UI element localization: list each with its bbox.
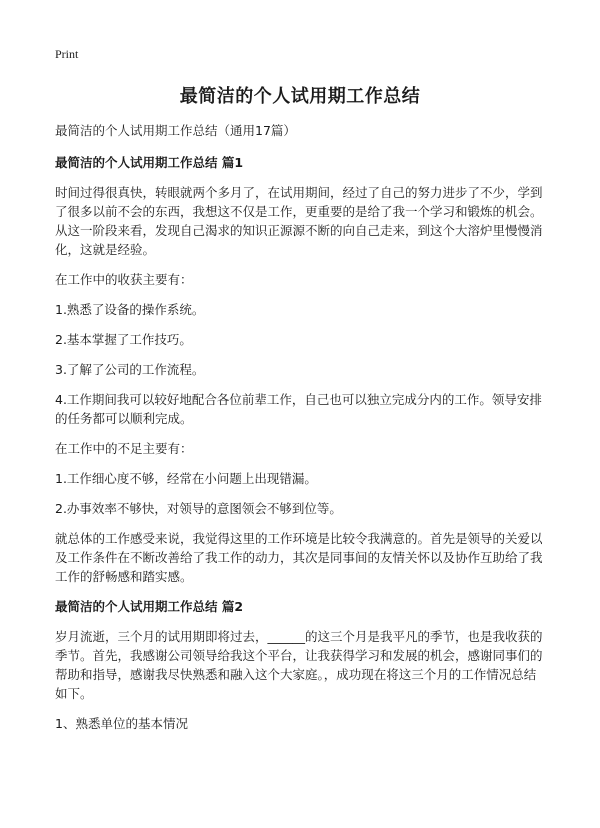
paragraph: 时间过得很真快，转眼就两个多月了，在试用期间，经过了自己的努力进步了不少，学到了很多以前不会的东西，我想这不仅是工作，更重要的是给了我一个学习和锻炼的机会。从这一阶段来看，发现自己渴求的知识正源源不断的向自己走来，到这个大溶炉里慢慢消化，这就是经验。 (55, 185, 543, 257)
list-item: 4.工作期间我可以较好地配合各位前辈工作，自己也可以独立完成分内的工作。领导安排的任务都可以顺利完成。 (55, 392, 542, 426)
paragraph: 岁月流逝，三个月的试用期即将过去，______的这三个月是我平凡的季节，也是我收获的季节。首先，我感谢公司领导给我这个平台，让我获得学习和发展的机会，感谢同事们的帮助和指导，感谢我尽快熟悉和融入这个大家庭。，成功现在将这三个月的工作情况总结如下。 (55, 629, 543, 701)
paragraph: 就总体的工作感受来说，我觉得这里的工作环境是比较令我满意的。首先是领导的关爱以及工作条件在不断改善给了我工作的动力，其次是同事间的友情关怀以及协作互助给了我工作的舒畅感和踏实感。 (55, 531, 543, 584)
list-item: 1.工作细心度不够，经常在小问题上出现错漏。 (55, 471, 317, 486)
paragraph: 在工作中的不足主要有： (55, 441, 193, 456)
list-item: 1.熟悉了设备的操作系统。 (55, 302, 205, 317)
list-item: 2.办事效率不够快，对领导的意图领会不够到位等。 (55, 501, 342, 516)
document-body (55, 121, 547, 744)
section-2-heading: 最简洁的个人试用期工作总结 篇2 (55, 599, 244, 614)
document-subtitle: 最简洁的个人试用期工作总结（通用17篇） (55, 123, 296, 138)
section-1-heading: 最简洁的个人试用期工作总结 篇1 (55, 155, 244, 170)
list-item: 3.了解了公司的工作流程。 (55, 362, 205, 377)
list-item: 1、熟悉单位的基本情况 (55, 716, 188, 731)
paragraph: 在工作中的收获主要有： (55, 272, 193, 287)
page-title: 最简洁的个人试用期工作总结 (179, 86, 421, 107)
list-item: 2.基本掌握了工作技巧。 (55, 332, 192, 347)
print-label: Print (55, 47, 79, 61)
